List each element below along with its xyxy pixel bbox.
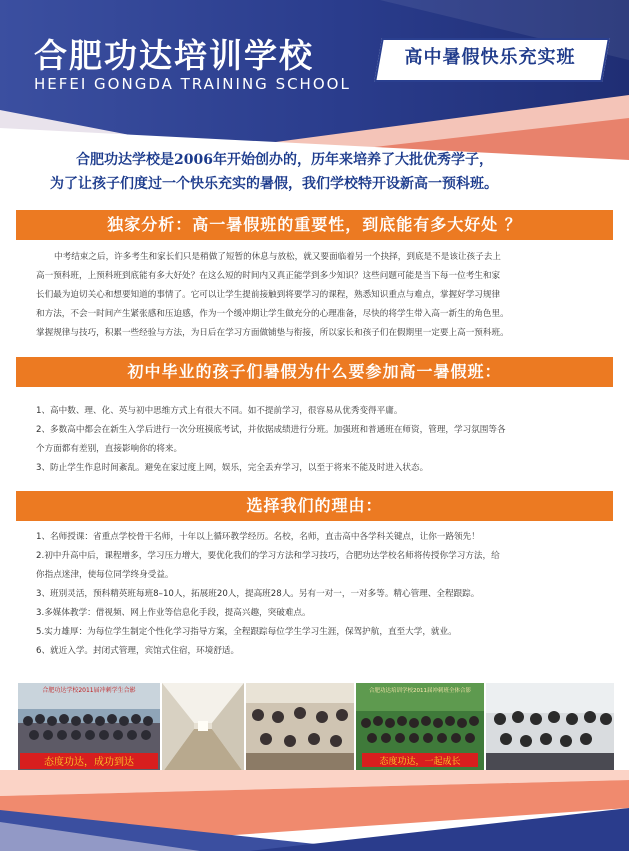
photo-strip [18, 683, 614, 773]
reason-item: 2.初中升高中后，课程增多，学习压力增大，要优化我们的学习方法和学习技巧，合肥功达学校名师将传授你学习方法，给 [36, 551, 500, 561]
analysis-line: 高一预科班，上预科班到底能有多大好处？在这么短的时间内又真正能学到多少知识？这些问题可能是当下每一位考生和家 [36, 271, 501, 281]
photo1-banner: 态度功达，成功到达 [44, 757, 134, 768]
photo1-caption: 合肥功达学校2011届冲刺学生合影 [42, 687, 136, 694]
photo4-caption: 合肥功达培训学校2011届冲刺班全体合影 [369, 688, 471, 694]
analysis-line: 长们最为迫切关心和想要知道的事情了。它可以让学生提前接触到将要学习的课程，熟悉知识重点与难点，掌握好学习规律 [36, 290, 501, 300]
photo-group-students [18, 683, 160, 773]
reason-item: 6、就近入学。封闭式管理，宾馆式住宿，环境舒适。 [36, 646, 240, 656]
reason-item: 1、名师授课：省重点学校骨干名师，十年以上循环教学经历。名校，名师，直击高中各学科关键点，让你一路领先！ [36, 532, 480, 542]
reason-item: 3、班別灵活，预科精英班每班8–10人，拓展班20人，提高班28人。另有一对一，一对多等。精心管理、全程跟踪。 [36, 589, 480, 599]
photo-teachers [486, 683, 614, 773]
why-list [36, 402, 602, 478]
intro-line-2: 为了让孩子们度过一个快乐充实的暑假，我们学校特开设新高一预科班。 [50, 176, 498, 192]
footer-decoration [0, 770, 629, 851]
course-badge-label: 高中暑假快乐充实班 [404, 47, 576, 68]
intro-line-1: 合肥功达学校是2006年开始创办的，历年来培养了大批优秀学子， [76, 152, 493, 168]
photo-classroom [246, 683, 354, 773]
analysis-paragraph [36, 248, 598, 343]
reason-item: 3.多媒体教学：借视频、网上作业等信息化手段，提高兴趣，突破难点。 [36, 608, 311, 618]
reason-item: 5.实力雄厚：为每位学生制定个性化学习指导方案，全程跟踪每位学生学习生涯，保驾护航，直至大学，就业。 [36, 627, 457, 637]
analysis-line: 和方法，不会一时间产生紧张感和压迫感，作为一个缓冲期让学生做充分的心理准备，尽快的将学生带入高一新生的角色里。 [36, 309, 509, 319]
photo-hallway [162, 683, 244, 773]
reasons-list [36, 528, 602, 661]
analysis-line: 中考结束之后，许多考生和家长们只是稍做了短暂的休息与放松，就又要面临着另一个抉择，到底是不是该让孩子去上 [54, 252, 501, 262]
section-bar-why: 初中毕业的孩子们暑假为什么要参加高一暑假班： [16, 357, 613, 387]
why-item: 个方面都有差别，直接影响你的将来。 [36, 444, 183, 454]
section-bar-analysis: 独家分析：高一暑假班的重要性，到底能有多大好处 ？ [16, 210, 613, 240]
school-title-en: HEFEI GONGDA TRAINING SCHOOL [34, 75, 351, 93]
photo4-banner: 态度功达，一起成长 [379, 757, 461, 767]
why-item: 1、高中数、理、化、英与初中思维方式上有很大不同。如不提前学习，很容易从优秀变得平庸。 [36, 406, 403, 416]
why-item: 2、多数高中都会在新生入学后进行一次分班摸底考试，并依据成绩进行分班。加强班和普通班在师资，管理，学习氛围等各 [36, 425, 506, 435]
section-bar-reasons: 选择我们的理由： [16, 491, 613, 521]
header-banner [0, 0, 629, 160]
reason-item: 你指点迷津，使每位同学终身受益。 [36, 570, 174, 580]
intro-text [50, 148, 610, 196]
analysis-line: 掌握规律与技巧，积累一些经验与方法，为日后在学习方面做铺垫与衔接，所以家长和孩子们在假期里一定要上高一预科班。 [36, 328, 509, 338]
school-title-cn: 合肥功达培训学校 [34, 36, 314, 75]
why-item: 3、防止学生作息时间紊乱。避免在家过度上网，娱乐，完全丢弃学习，以至于将来不能及时进入状态。 [36, 463, 429, 473]
photo-outdoor-group [356, 683, 484, 773]
